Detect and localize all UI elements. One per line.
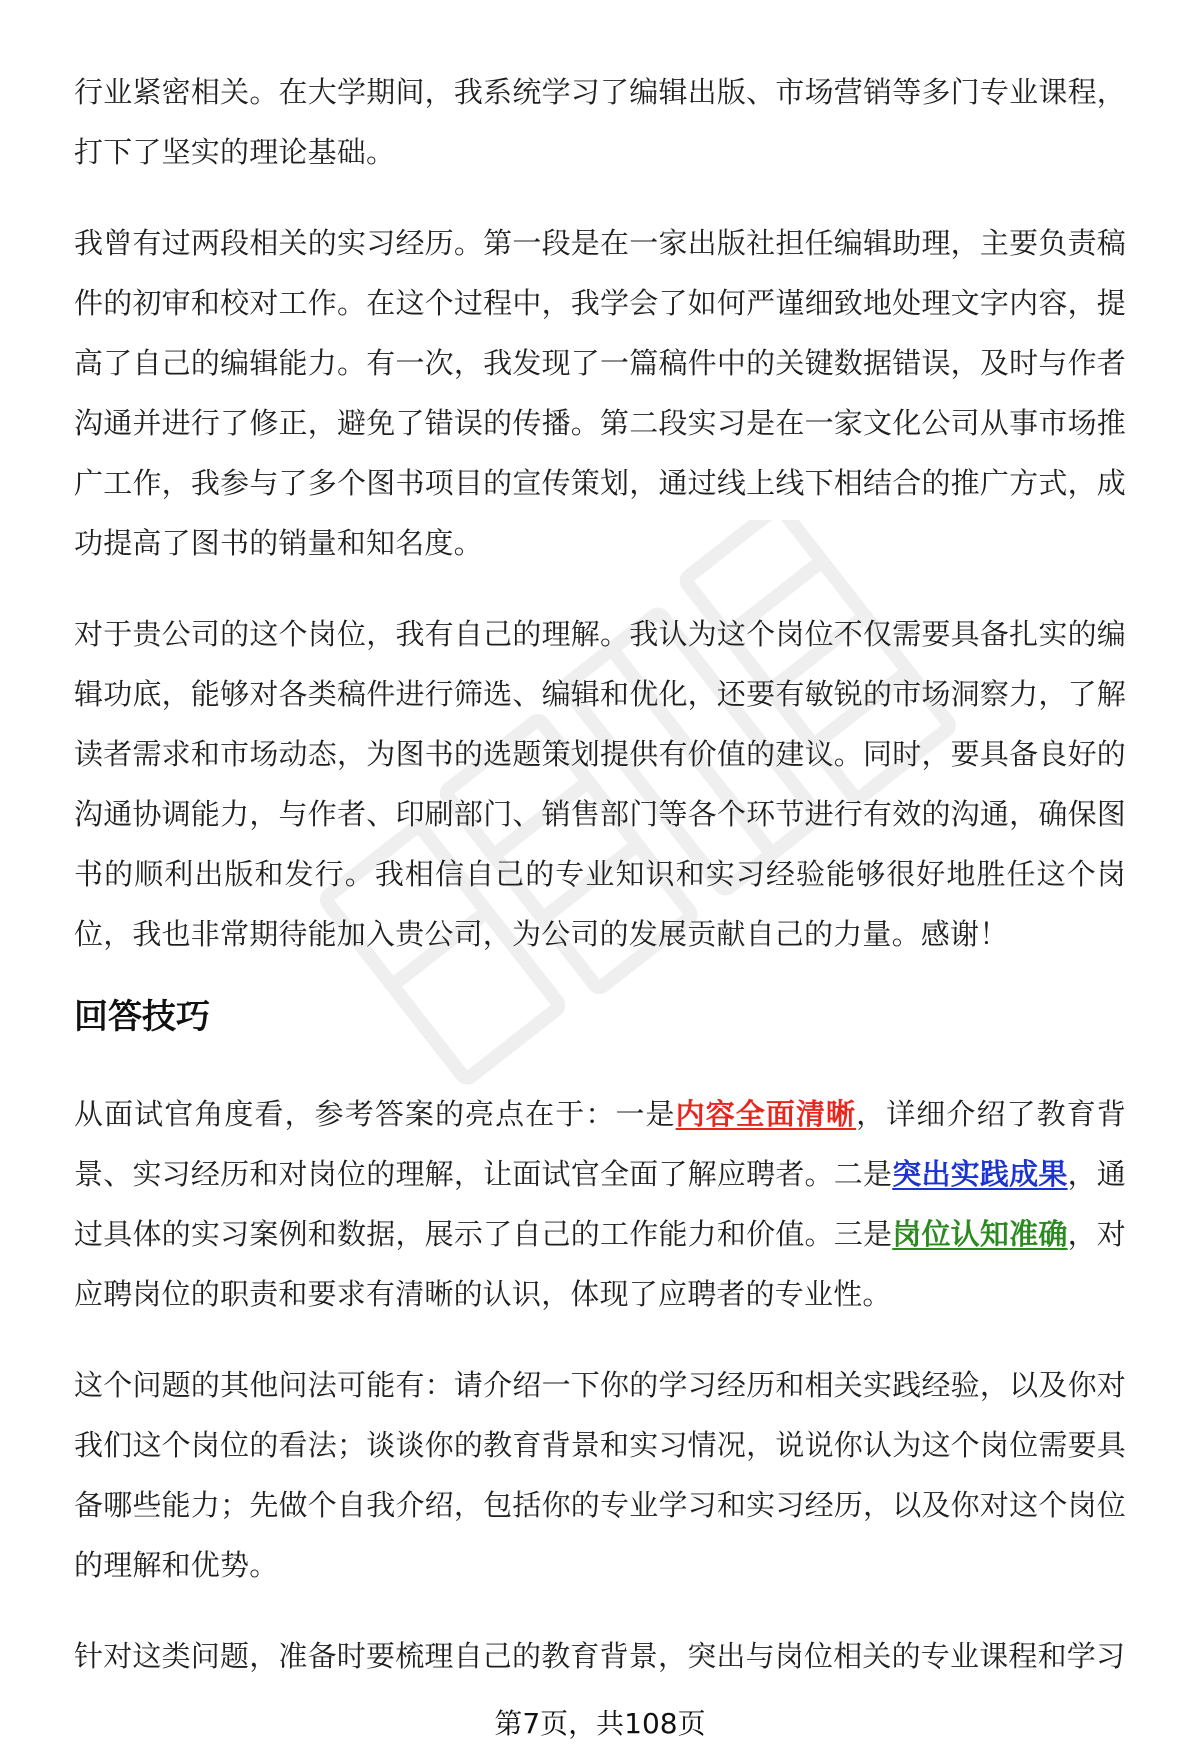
paragraph-tips [74, 1084, 1126, 1324]
highlight-content-clear: 内容全面清晰 [675, 1097, 857, 1131]
paragraph-alternative-questions: 这个问题的其他问法可能有：请介绍一下你的学习经历和相关实践经验，以及你对我们这个岗位的看法；谈谈你的教育背景和实习情况，说说你认为这个岗位需要具备哪些能力；先做个自我介绍，包括你的专业学习和实习经历，以及你对这个岗位的理解和优势。 [74, 1368, 1126, 1582]
section-heading-answer-tips: 回答技巧 [74, 997, 210, 1037]
page-number-footer: 第7页，共108页 [494, 1707, 706, 1740]
highlight-practice-results: 突出实践成果 [892, 1157, 1068, 1191]
paragraph-education: 行业紧密相关。在大学期间，我系统学习了编辑出版、市场营销等多门专业课程，打下了坚实的理论基础。 [74, 75, 1126, 169]
highlight-position-cognition: 岗位认知准确 [892, 1217, 1068, 1251]
tips-text-part2: ，详细介绍了教育背景、实习经历和对岗位的理解，让面试官全面了解应聘者。二是 [74, 1097, 1126, 1191]
tips-text-part4: ，对应聘岗位的职责和要求有清晰的认识，体现了应聘者的专业性。 [74, 1217, 1127, 1311]
tips-text-part3: ，通过具体的实习案例和数据，展示了自己的工作能力和价值。三是 [74, 1157, 1127, 1251]
document-body [74, 62, 1126, 1717]
paragraph-internship: 我曾有过两段相关的实习经历。第一段是在一家出版社担任编辑助理，主要负责稿件的初审和校对工作。在这个过程中，我学会了如何严谨细致地处理文字内容，提高了自己的编辑能力。有一次，我发现了一篇稿件中的关键数据错误，及时与作者沟通并进行了修正，避免了错误的传播。第二段实习是在一家文化公司从事市场推广工作，我参与了多个图书项目的宣传策划，通过线上线下相结合的推广方式，成功提高了图书的销量和知名度。 [74, 226, 1126, 560]
paragraph-preparation: 针对这类问题，准备时要梳理自己的教育背景，突出与岗位相关的专业课程和学习 [74, 1639, 1126, 1673]
tips-text-part1: 从面试官角度看，参考答案的亮点在于：一是 [74, 1097, 676, 1131]
paragraph-position-understanding: 对于贵公司的这个岗位，我有自己的理解。我认为这个岗位不仅需要具备扎实的编辑功底，能够对各类稿件进行筛选、编辑和优化，还要有敏锐的市场洞察力，了解读者需求和市场动态，为图书的选题策划提供有价值的建议。同时，要具备良好的沟通协调能力，与作者、印刷部门、销售部门等各个环节进行有效的沟通，确保图书的顺利出版和发行。我相信自己的专业知识和实习经验能够很好地胜任这个岗位，我也非常期待能加入贵公司，为公司的发展贡献自己的力量。感谢！ [74, 617, 1126, 951]
